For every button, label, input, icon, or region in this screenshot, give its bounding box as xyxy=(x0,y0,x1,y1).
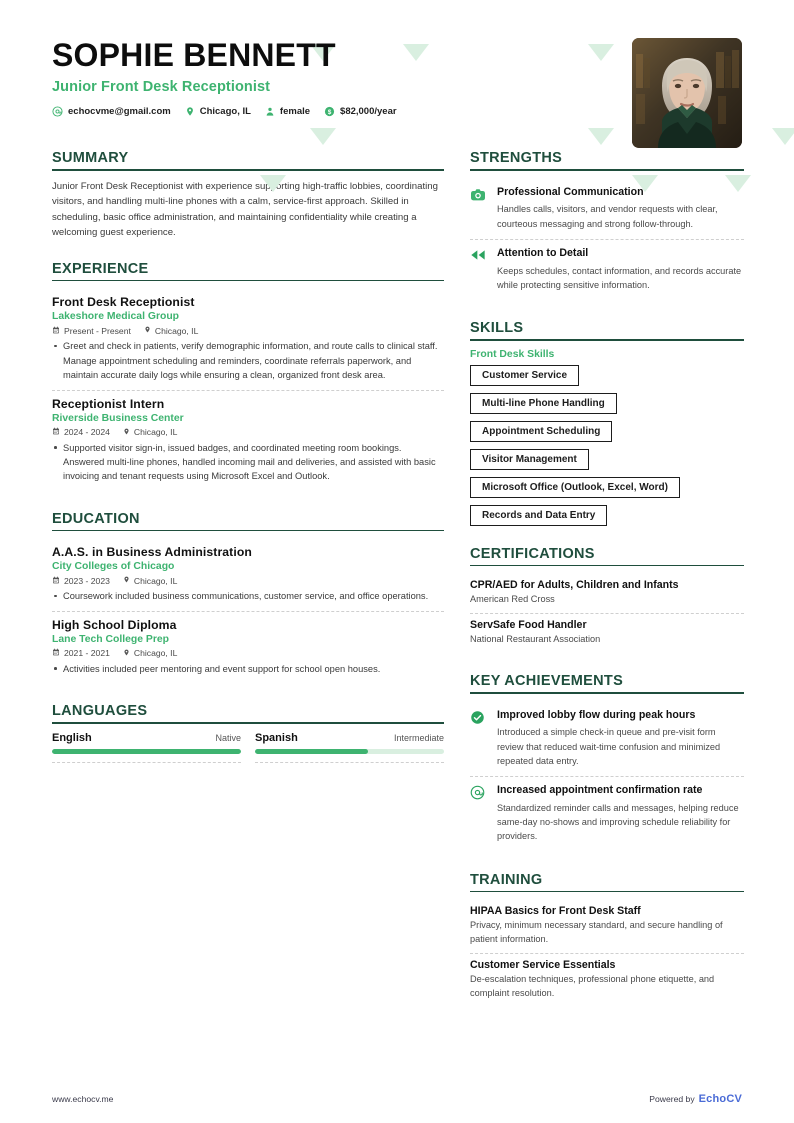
entry-location xyxy=(123,648,177,659)
section-rule xyxy=(470,169,744,171)
entry-location-text: Chicago, IL xyxy=(133,648,178,659)
training-title: Customer Service Essentials xyxy=(470,958,616,971)
calendar-icon xyxy=(52,427,60,437)
section-rule xyxy=(470,692,744,694)
entry-title: Receptionist Intern xyxy=(52,396,165,411)
bullet-item: Supported visitor sign-in, issued badges, and coordinated meeting room bookings. Answered multi-line phones, handled incoming mail and deliveries, and assisted with basic invoicing and tenant requests using Microsoft Excel and Outlook. xyxy=(52,441,444,484)
strength-title: Attention to Detail xyxy=(497,246,589,259)
section-languages xyxy=(52,703,444,763)
language-progress-track xyxy=(255,749,444,754)
right-column xyxy=(470,150,744,1006)
bullet-item: Greet and check in patients, verify demographic information, and route calls to clinical staff. Manage appointment scheduling and reminders, coordinate referrals paperwork, and maintain accurate daily logs while ensuring a clean, organized front desk area. xyxy=(52,339,444,382)
entry-title: High School Diploma xyxy=(52,617,177,632)
achievement-item xyxy=(470,776,744,852)
entry-bullets xyxy=(52,441,444,484)
location-pin-icon xyxy=(144,325,151,336)
page-title: SOPHIE BENNETT xyxy=(52,37,336,73)
section-certifications xyxy=(470,546,744,653)
entry-dates-text: 2023 - 2023 xyxy=(64,575,110,586)
entry-dates-text: 2021 - 2021 xyxy=(64,648,110,659)
powered-by-label: Powered by xyxy=(649,1094,695,1104)
section-rule xyxy=(470,891,744,893)
camera-icon xyxy=(470,186,488,231)
language-progress-track xyxy=(52,749,241,754)
entry-dates xyxy=(52,648,110,658)
skill-chip-list xyxy=(470,365,744,526)
entry-location xyxy=(123,575,177,586)
calendar-icon xyxy=(52,648,60,658)
section-training xyxy=(470,872,744,1007)
section-key-achievements xyxy=(470,673,744,852)
contact-gender xyxy=(265,106,310,117)
section-title-experience: EXPERIENCE xyxy=(52,260,149,277)
svg-text:$: $ xyxy=(327,108,332,116)
at-circle-icon xyxy=(470,784,488,844)
footer-powered-by xyxy=(649,1093,742,1105)
location-pin-icon xyxy=(123,648,130,659)
resume-header xyxy=(0,0,794,150)
experience-entry xyxy=(52,390,444,491)
strength-item xyxy=(470,239,744,300)
education-entry xyxy=(52,611,444,683)
entry-organization: Lane Tech College Prep xyxy=(52,633,170,645)
section-title-languages: LANGUAGES xyxy=(52,703,148,720)
section-rule xyxy=(470,565,744,567)
location-pin-icon xyxy=(185,106,195,117)
entry-title: A.A.S. in Business Administration xyxy=(52,545,252,560)
contact-gender-text: female xyxy=(279,105,311,117)
education-entry xyxy=(52,539,444,610)
achievement-item xyxy=(470,702,744,777)
certification-item xyxy=(470,613,744,653)
header-identity xyxy=(52,38,397,117)
entry-dates xyxy=(52,576,110,586)
entry-location-text: Chicago, IL xyxy=(133,427,178,438)
calendar-icon xyxy=(52,576,60,586)
training-desc: De-escalation techniques, professional phone etiquette, and complaint resolution. xyxy=(470,973,715,998)
achievement-desc: Introduced a simple check-in queue and pre-visit form review that reduced wait-time confusion and minimized repeated data entry. xyxy=(497,727,721,766)
achievement-title: Improved lobby flow during peak hours xyxy=(497,708,696,721)
strength-content xyxy=(497,247,744,292)
profile-photo-illustration xyxy=(632,38,742,148)
strength-desc: Handles calls, visitors, and vendor requests with clear, courteous messaging and strong follow-through. xyxy=(497,204,718,229)
entry-organization: City Colleges of Chicago xyxy=(52,561,175,573)
entry-bullets xyxy=(52,339,444,382)
language-progress-fill xyxy=(255,749,368,754)
rewind-icon xyxy=(470,247,488,292)
resume-body xyxy=(0,150,794,1006)
entry-dates-text: 2024 - 2024 xyxy=(64,427,110,438)
section-skills xyxy=(470,320,744,526)
entry-dates xyxy=(52,427,110,437)
contact-salary-text: $82,000/year xyxy=(340,105,397,117)
section-experience xyxy=(52,261,444,491)
job-role: Junior Front Desk Receptionist xyxy=(52,78,271,95)
section-title-summary: SUMMARY xyxy=(52,150,129,166)
section-rule xyxy=(52,530,444,532)
contact-email-text: echocvme@gmail.com xyxy=(68,105,171,117)
language-header xyxy=(52,732,241,744)
section-title-education: EDUCATION xyxy=(52,510,140,527)
bullet-item: Activities included peer mentoring and event support for school open houses. xyxy=(52,662,444,676)
contact-email[interactable] xyxy=(52,106,171,117)
contact-salary xyxy=(324,106,397,117)
section-title-certifications: CERTIFICATIONS xyxy=(470,545,595,562)
check-circle-icon xyxy=(470,709,488,769)
training-desc: Privacy, minimum necessary standard, and secure handling of patient information. xyxy=(470,920,723,944)
contact-location xyxy=(185,106,251,117)
entry-location xyxy=(123,427,177,438)
entry-bullets xyxy=(52,589,444,603)
entry-location xyxy=(144,325,198,336)
entry-location-text: Chicago, IL xyxy=(133,575,178,586)
bullet-item: Coursework included business communications, customer service, and office operations. xyxy=(52,589,444,603)
certification-title: ServSafe Food Handler xyxy=(470,619,587,632)
avatar xyxy=(632,38,742,148)
skill-chip[interactable]: Microsoft Office (Outlook, Excel, Word) xyxy=(470,477,680,498)
entry-bullets xyxy=(52,662,444,676)
experience-entry xyxy=(52,289,444,389)
section-title-training: TRAINING xyxy=(470,871,543,888)
entry-organization: Riverside Business Center xyxy=(52,412,184,424)
contact-row xyxy=(52,106,397,117)
training-item xyxy=(470,900,744,953)
language-item xyxy=(52,732,241,763)
section-rule xyxy=(52,280,444,282)
entry-meta xyxy=(52,648,444,659)
contact-location-text: Chicago, IL xyxy=(199,105,251,117)
achievement-content xyxy=(497,709,744,769)
section-title-skills: SKILLS xyxy=(470,320,524,337)
left-column xyxy=(52,150,444,763)
skill-chip[interactable]: Visitor Management xyxy=(470,449,589,470)
skill-chip[interactable]: Multi-line Phone Handling xyxy=(470,393,617,414)
section-rule xyxy=(52,169,444,171)
language-name: English xyxy=(52,731,92,744)
strength-content xyxy=(497,186,744,231)
language-level: Native xyxy=(215,732,241,743)
page-footer xyxy=(52,1093,742,1105)
entry-meta xyxy=(52,427,444,438)
entry-meta xyxy=(52,575,444,586)
language-name: Spanish xyxy=(255,731,298,744)
strength-desc: Keeps schedules, contact information, and records accurate while protecting sensitive information. xyxy=(497,265,742,290)
achievement-desc: Standardized reminder calls and messages, helping reduce same-day no-shows and improving schedule reliability for providers. xyxy=(497,802,739,842)
languages-grid xyxy=(52,732,444,763)
language-item xyxy=(255,732,444,763)
certification-title: CPR/AED for Adults, Children and Infants xyxy=(470,579,679,592)
footer-site-url[interactable]: www.echocv.me xyxy=(52,1094,114,1104)
entry-dates-text: Present - Present xyxy=(64,325,131,336)
calendar-icon xyxy=(52,326,60,336)
certification-item xyxy=(470,574,744,613)
location-pin-icon xyxy=(123,575,130,586)
entry-meta xyxy=(52,325,444,336)
training-title: HIPAA Basics for Front Desk Staff xyxy=(470,905,641,918)
entry-dates xyxy=(52,326,131,336)
section-strengths xyxy=(470,150,744,300)
skill-chip[interactable]: Appointment Scheduling xyxy=(470,421,612,442)
strength-item xyxy=(470,179,744,239)
entry-location-text: Chicago, IL xyxy=(154,325,199,336)
strength-title: Professional Communication xyxy=(497,185,644,198)
location-pin-icon xyxy=(123,427,130,438)
achievement-content xyxy=(497,784,744,844)
language-level: Intermediate xyxy=(393,732,444,743)
language-header xyxy=(255,732,444,744)
section-rule xyxy=(52,722,444,724)
achievement-title: Increased appointment confirmation rate xyxy=(497,784,703,797)
section-title-strengths: STRENGTHS xyxy=(470,150,563,166)
entry-title: Front Desk Receptionist xyxy=(52,295,195,310)
training-item xyxy=(470,953,744,1007)
entry-organization: Lakeshore Medical Group xyxy=(52,311,180,323)
skill-group-title: Front Desk Skills xyxy=(470,348,555,360)
skill-chip[interactable]: Records and Data Entry xyxy=(470,505,607,526)
email-icon xyxy=(52,106,63,117)
skill-chip[interactable]: Customer Service xyxy=(470,365,579,386)
summary-text: Junior Front Desk Receptionist with experience supporting high-traffic lobbies, coordinating visitors, and handling multi-line phones with a calm, service-first approach. Skilled in scheduling, basic office administration, and maintaining confidentiality while creating a welcoming guest experience. xyxy=(52,180,438,239)
language-progress-fill xyxy=(52,749,241,754)
section-rule xyxy=(470,339,744,341)
section-title-achievements: KEY ACHIEVEMENTS xyxy=(470,672,624,689)
person-icon xyxy=(265,106,275,117)
certification-issuer: American Red Cross xyxy=(470,594,555,605)
brand-name[interactable]: EchoCV xyxy=(698,1093,742,1105)
dollar-circle-icon xyxy=(324,106,335,117)
section-summary xyxy=(52,150,444,241)
section-education xyxy=(52,511,444,683)
certification-issuer: National Restaurant Association xyxy=(470,634,601,645)
